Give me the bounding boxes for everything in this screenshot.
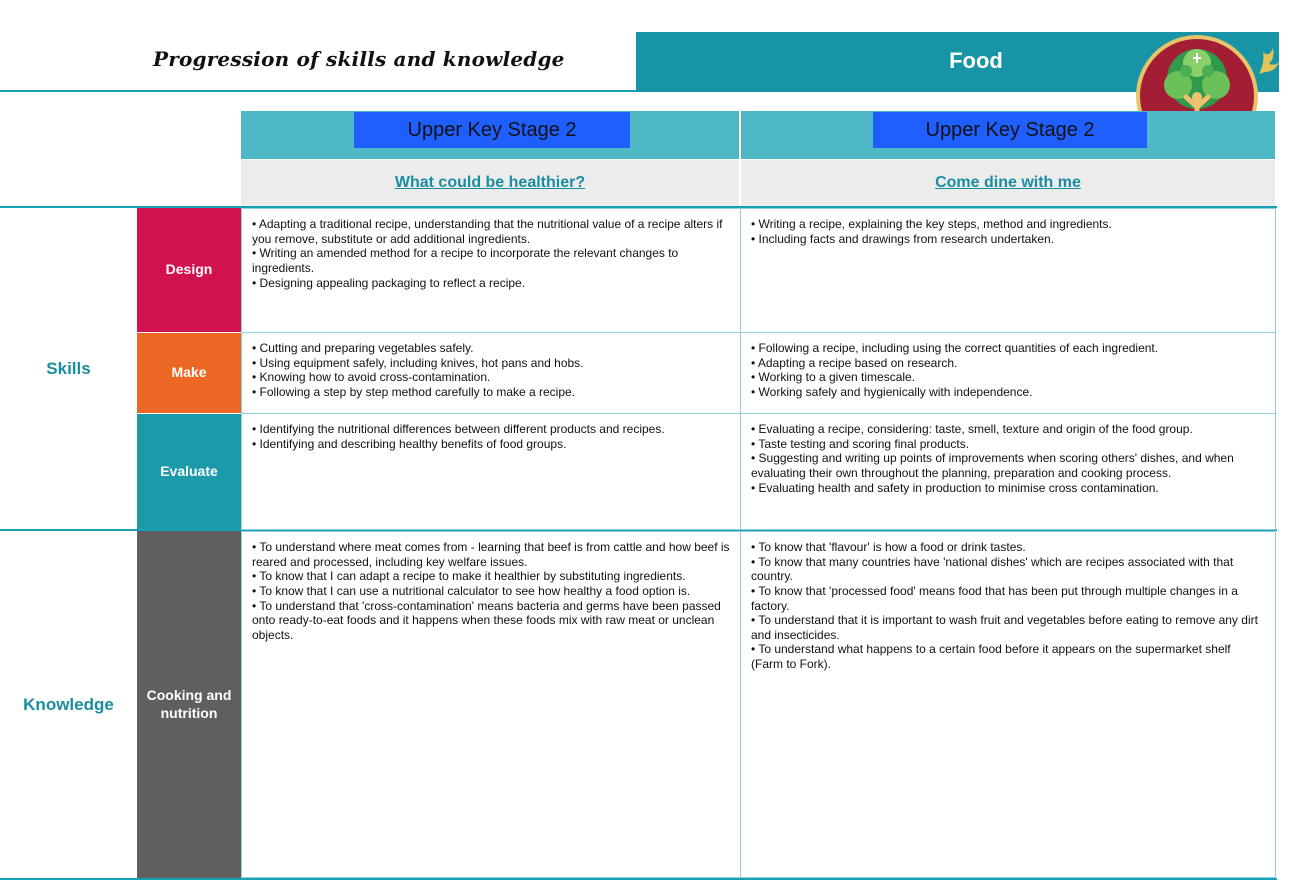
bullet: • Adapting a traditional recipe, understanding that the nutritional value of a recipe alters if you remove, substitute or add additional ingredients.: [252, 217, 723, 246]
divider-bottom: [0, 878, 1277, 880]
topic-title-col1: What could be healthier?: [241, 160, 739, 206]
bullet: • Following a step by step method carefully to make a recipe.: [252, 384, 576, 399]
bullet: • Identifying the nutritional differences between different products and recipes.: [252, 422, 665, 436]
row-label-evaluate: Evaluate: [137, 414, 241, 529]
page-title: Progression of skills and knowledge: [153, 47, 565, 71]
bullet: • To understand that 'cross-contamination' means bacteria and germs have been passed onto ready-to-eat foods and it happens when these foods mix with raw meat or unclean objects.: [252, 598, 721, 642]
bullet: • Writing a recipe, explaining the key steps, method and ingredients.: [751, 217, 1112, 231]
bullet: • To know that many countries have 'national dishes' which are recipes associated with that country.: [751, 554, 1234, 584]
bullet: • Following a recipe, including using the correct quantities of each ingredient.: [751, 341, 1159, 355]
bullet: • Including facts and drawings from research undertaken.: [751, 231, 1055, 246]
stage-label-col2: Upper Key Stage 2: [873, 112, 1147, 148]
bullet: • Taste testing and scoring final products.: [751, 436, 970, 451]
subject-title: Food: [949, 48, 1003, 73]
bullet: • Adapting a recipe based on research.: [751, 355, 958, 370]
bullet: • Evaluating a recipe, considering: taste, smell, texture and origin of the food group.: [751, 422, 1193, 436]
cell-design-col2: [740, 208, 1276, 333]
header-left-panel: [0, 32, 636, 92]
cell-evaluate-col2: [740, 413, 1276, 530]
cell-cooking-col1: [241, 531, 741, 878]
cell-evaluate-col1: [241, 413, 741, 530]
bullet: • To understand what happens to a certain food before it appears on the supermarket shelf (Farm to Fork).: [751, 642, 1231, 671]
bullet: • To understand where meat comes from - learning that beef is from cattle and how beef is reared and processed, including key welfare issues.: [252, 540, 730, 569]
bullet: • Working safely and hygienically with independence.: [751, 384, 1033, 399]
bullet: • To know that I can use a nutritional calculator to see how healthy a food option is.: [252, 583, 691, 598]
bullet: • Identifying and describing healthy benefits of food groups.: [252, 436, 567, 451]
stage-label-col1: Upper Key Stage 2: [354, 112, 630, 148]
cell-make-col2: [740, 332, 1276, 414]
bullet: • Using equipment safely, including knives, hot pans and hobs.: [252, 355, 584, 370]
section-label-knowledge: Knowledge: [23, 694, 114, 714]
bullet: • Suggesting and writing up points of improvements when scoring others' dishes, and when evaluating their own throughout the planning, preparation and cooking process.: [751, 451, 1234, 480]
cell-cooking-col2: [740, 531, 1276, 878]
cell-design-col1: [241, 208, 741, 333]
cell-make-col1: [241, 332, 741, 414]
bullet: • To know that 'flavour' is how a food or drink tastes.: [751, 540, 1026, 554]
section-label-skills: Skills: [46, 358, 91, 378]
dove-icon: [1255, 44, 1281, 76]
bullet: • Working to a given timescale.: [751, 370, 916, 385]
bullet: • Knowing how to avoid cross-contamination.: [252, 370, 491, 385]
bullet: • To know that I can adapt a recipe to make it healthier by substituting ingredients.: [252, 569, 686, 584]
bullet: • Writing an amended method for a recipe to incorporate the relevant changes to ingredients.: [252, 246, 679, 275]
bullet: • To understand that it is important to wash fruit and vegetables before eating to remove any dirt and insecticides.: [751, 613, 1258, 642]
bullet: • To know that 'processed food' means food that has been put through multiple changes in a factory.: [751, 583, 1238, 613]
row-label-design: Design: [137, 208, 241, 332]
bullet: • Cutting and preparing vegetables safely.: [252, 341, 474, 355]
bullet: • Designing appealing packaging to reflect a recipe.: [252, 275, 526, 290]
topic-title-col2: Come dine with me: [741, 160, 1275, 206]
row-label-make: Make: [137, 333, 241, 413]
bullet: • Evaluating health and safety in production to minimise cross contamination.: [751, 480, 1159, 495]
row-label-cooking-nutrition: Cooking and nutrition: [137, 531, 241, 878]
